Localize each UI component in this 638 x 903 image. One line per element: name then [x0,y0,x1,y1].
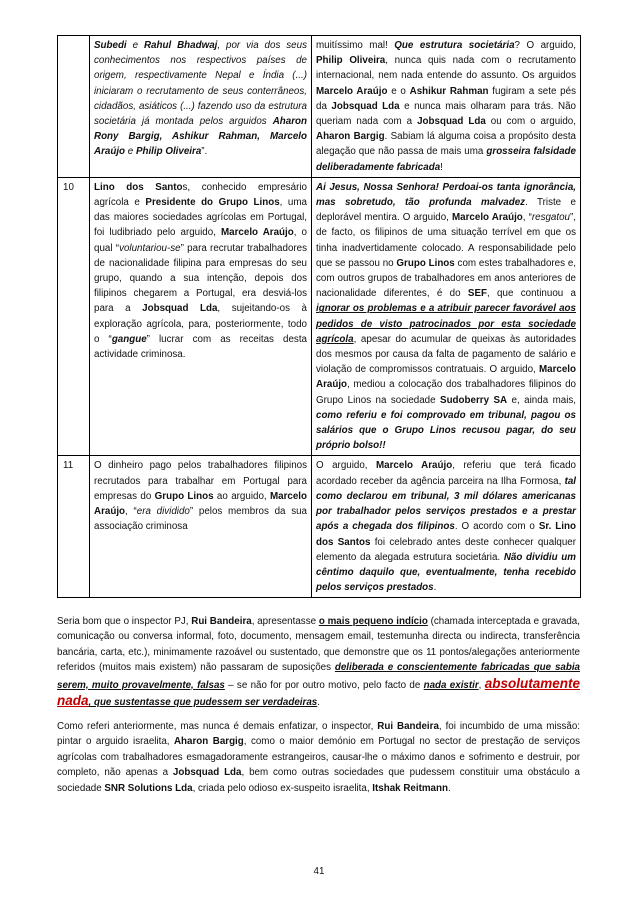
text-run: Grupo Linos [396,257,455,269]
text-run: ” lucrar com as receitas desta actividade criminosa. [94,333,307,361]
text-run: (chamada interceptada e gravada, comunicação ou conversa informal, foto, documento, mensagem email, testemunha directa ou indirecta, transferência bancária, carta, etc.), minimamente razoável ou sustentado, que demonstre que os 11 pontos/alegações anteriormente referidos (muitos mais existem) não passaram de suposições [57,616,580,674]
table-row [58,36,581,178]
text-run: – se não for por outro motivo, pelo facto de [224,679,424,691]
text-run: deliberada e conscientemente fabricadas que sabia serem, muito provavelmente, falsas [57,662,581,691]
text-run: O dinheiro pago pelos trabalhadores filipinos recrutados para trabalhar em Portugal para empresas do [94,460,307,502]
text-run: , como o maior demónio em Portugal no sector de prestação de serviços agrícolas com trabalhadores esmagadoramente estrangeiros, causar-lhe o máximo danos e sofrimento e destruir, por completo, não apenas a [57,736,580,779]
text-run: grosseira falsidade deliberadamente fabricada [316,146,576,173]
text-run: , foi incumbido de uma missão: pintar o arguido israelita, [57,721,580,748]
text-run: era dividido [136,506,190,518]
table-row [58,456,581,598]
text-run: com estes trabalhadores e, com outros grupos de trabalhadores em anos anteriores de nacionalidade diferentes, é do [316,257,576,300]
text-run: Grupo Linos [154,490,214,502]
text-run: , apesar do acumular de queixas às autoridades dos mesmos por causa da falta de pagamento de salário e violação de compromissos contratuais. O arguido, [316,333,576,376]
text-run: Rui Bandeira [191,616,252,627]
text-run: Presidente do Grupo Linos [145,197,280,209]
text-run: gangue [111,333,147,345]
row-number: 11 [58,456,90,598]
text-run: Marcelo Araújo [316,364,576,391]
text-run: , por via dos seus conhecimentos nos respectivos países de origem, respectivamente Nepal e Índia (...) iniciaram o recrutamento de seus conterrâneos, cidadãos, asiáticos (...) fazendo uso da estrutura societária já montada pelos arguidos [94,40,307,128]
text-run: , nunca quis nada com o recrutamento internacional, nem nada entende do assunto. Os arguidos [316,55,576,82]
text-run: , referiu que terá ficado acordado receber da agência parceira na Ilha Formosa, [316,460,576,487]
text-run: , apresentasse [251,616,319,627]
text-run: SNR Solutions Lda [104,782,193,794]
text-run: foi celebrado antes deste conhecer qualquer elemento da alegada estrutura societária. [316,536,576,563]
text-run: ! [440,161,443,173]
rebuttal-cell [312,177,581,456]
text-run: , que continuou a [486,288,577,300]
text-run: , que sustentasse que pudessem ser verdadeiras [88,697,318,709]
text-run: ”. [201,146,208,158]
text-run: Rui Bandeira [377,721,439,732]
row-number: 10 [58,177,90,456]
text-run: e o [387,85,410,97]
text-run: . [447,782,451,794]
text-run: Marcelo Araújo [452,212,523,224]
text-run: Não dividiu um cêntimo daquilo que, eventualmente, tenha recebido pelos serviços prestados [316,551,576,594]
text-run: tal como declarou em tribunal, 3 mil dólares americanas por trabalhador pelos serviços prestados e a prestar após a chegada dos filipinos [316,475,576,533]
text-run: s, conhecido empresário agrícola e [94,181,308,209]
text-run: Que estrutura societária [394,40,515,51]
text-run: e, ainda mais, [507,394,576,406]
text-run: Ai Jesus, Nossa Senhora! Perdoai-os tanta ignorância, mas sobretudo, tão profunda malvadez [316,181,576,209]
text-run: Aharon Rony Bargig, Ashikur Rahman, Marcelo Araújo [94,116,307,158]
text-run: O arguido, [316,460,376,472]
text-run: Itshak Reitmann [372,782,448,794]
text-run: , [478,679,485,691]
rebuttal-cell [312,456,581,598]
rebuttal-cell [312,36,581,178]
text-run: ”, de facto, os filipinos de uma situação terrível em que os tinha inadvertidamente colocado. A responsabilidade pelo que se passou no [316,212,576,269]
text-run: , criada pelo odioso ex-suspeito israelita, [192,782,373,794]
text-run: Marcelo Araújo [221,227,294,239]
text-run: Aharon Bargig [316,131,385,143]
text-run: . Triste e deplorável mentira. O arguido, [316,197,576,224]
text-run: Philip Oliveira [316,55,386,67]
page-number: 41 [313,866,325,877]
text-run: . Sabiam lá alguma coisa a propósito desta alegação que não passa de mais uma [316,131,576,158]
text-run: . [433,582,437,594]
text-run: , bem como outras sociedades que pudessem constituir uma obstáculo a sociedade [57,767,580,794]
text-run: Jobsquad Lda [172,767,242,779]
text-run: Jobsquad Lda [331,100,400,112]
paragraph-evidence-request [57,614,580,710]
text-run: ” pelos membros da sua associação criminosa [94,506,307,533]
text-run: , sujeitando-os à exploração agrícola, para, posteriormente, todo o “ [94,303,307,345]
text-run: nada existir [423,679,479,691]
allegation-cell [90,36,312,178]
text-run: Como referi anteriormente, mas nunca é demais enfatizar, o inspector, [57,721,378,732]
allegations-table [57,35,581,598]
text-run: o mais pequeno indício [318,616,428,627]
text-run: e nunca mais olharam para trás. Não queriam nada com a [316,100,576,128]
text-run: fugiram a sete pés da [316,85,576,112]
text-run: Jobsquad Lda [142,303,218,315]
text-run: Subedi [94,40,127,51]
text-run: ? O arguido, [514,40,576,51]
text-run: , o qual “ [94,227,307,254]
text-run: resgatou [531,212,570,224]
text-run: Sr. Lino dos Santos [316,521,576,548]
text-run: Marcelo Araújo [316,85,388,97]
text-run: , “ [125,506,137,518]
paragraph-mission [57,719,580,796]
text-run: Sudoberry SA [440,394,508,406]
text-run: e [126,40,144,51]
text-run: Philip Oliveira [135,146,202,158]
text-run: Marcelo Araújo [376,460,453,472]
text-run: Rahul Bhadwaj [143,40,218,51]
text-run: ” para recrutar trabalhadores de nacionalidade filipina para empresas do seu grupo, quando a sua intenção, depois dos filipinos chegarem a Portugal, era desviá-los para a [94,242,308,315]
text-run: e [125,146,136,158]
text-run: . O acordo com o [454,521,539,533]
text-run: . [317,697,320,709]
text-run: ao arguido, [213,490,270,502]
allegation-cell [90,177,312,456]
text-run: Marcelo Araújo [94,490,308,518]
allegation-cell [90,456,312,598]
table-row [58,177,581,456]
text-run: , uma das maiores sociedades agrícolas em Portugal, foi ludibriado pelo arguido, [94,197,307,239]
allegations-table-body [58,36,581,598]
text-run: Seria bom que o inspector PJ, [57,616,192,627]
text-run: Ashikur Rahman [409,85,489,97]
text-run: absolutamente nada [57,675,580,709]
text-run: Jobsquad Lda [417,116,486,128]
text-run: Lino dos Santo [94,181,183,193]
text-run: Aharon Bargig [173,736,244,748]
text-run: SEF [467,288,487,300]
text-run: ignorar os problemas e a atribuir parecer favorável aos pedidos de visto patrocinados por esta sociedade agrícola [316,303,576,345]
text-run: muitíssimo mal! [316,40,395,51]
row-number [58,36,90,178]
text-run: ou com o arguido, [485,116,576,128]
text-run: , “ [522,212,532,224]
text-run: como referiu e foi comprovado em tribunal, pagou os salários que o Grupo Linos recusou pagar, do seu próprio bolso!! [316,409,576,452]
text-run: , mediou a colocação dos trabalhadores filipinos do Grupo Linos na sociedade [316,379,576,406]
text-run: voluntariou-se [119,242,181,254]
